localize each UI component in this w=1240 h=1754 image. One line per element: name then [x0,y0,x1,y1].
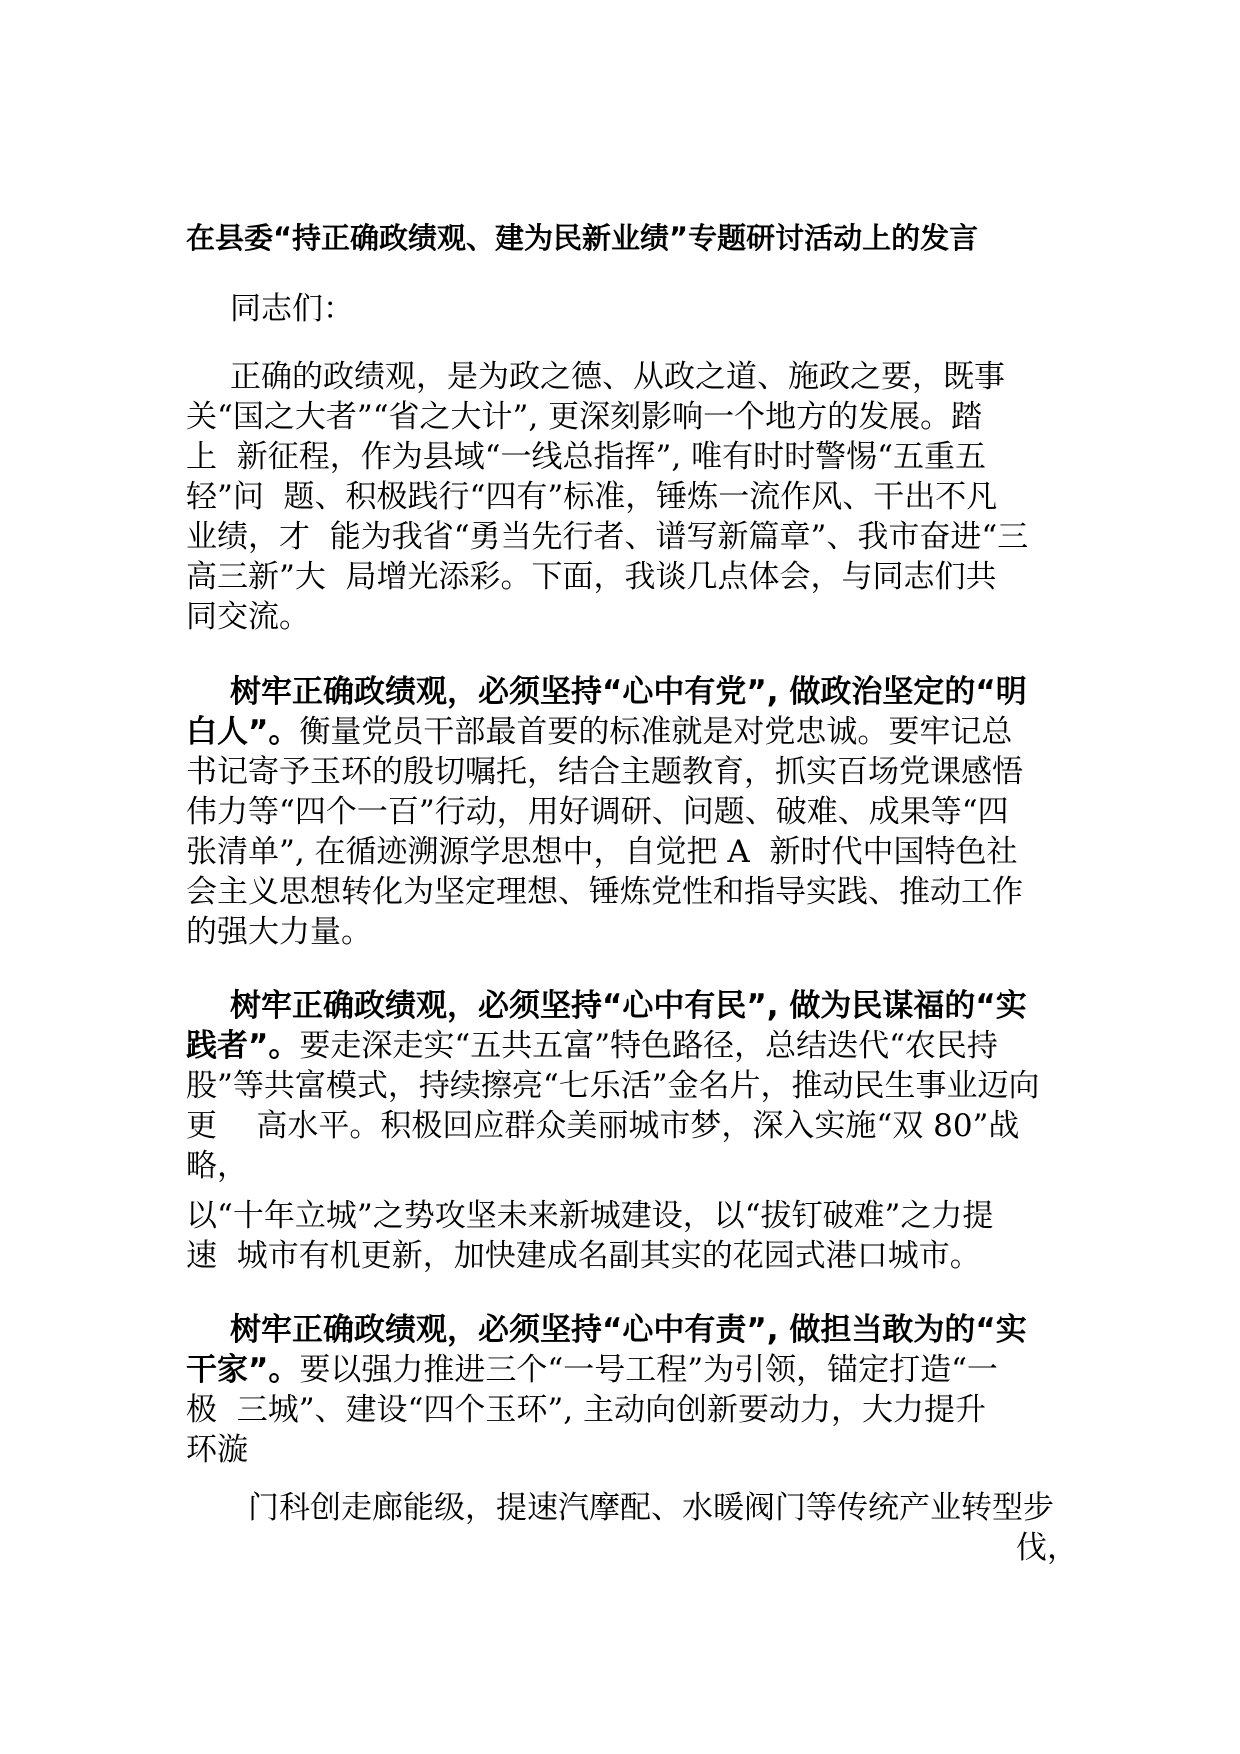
section3-line-2 [186,1350,998,1390]
section1-heading: 树牢正确政绩观，必须坚持“心中有党”, 做政治坚定的“明 [230,674,1027,710]
greeting: 同志们： [230,291,354,327]
intro-line-3: 上 新征程，作为县域“一线总指挥”, 唯有时时警惕“五重五 [186,439,986,475]
section2-line-5: 略， [186,1148,248,1184]
section1-line-2 [186,712,1012,752]
section1-heading-end: 白人”。 [186,714,300,750]
intro-line-6: 高三新”大 局增光添彩。下面，我谈几点体会，与同志们共 [186,559,997,595]
section3-text-start: 要以强力推进三个“一号工程”为引领，锚定打造“一 [299,1352,998,1388]
section2-heading: 树牢正确政绩观，必须坚持“心中有民”, 做为民谋福的“实 [230,988,1027,1024]
section2-line-3: 股”等共富模式，持续擦亮“七乐活”金名片，推动民生事业迈向 [186,1068,1040,1104]
intro-line-5: 业绩，才 能为我省“勇当先行者、谱写新篇章”、我市奋进“三 [186,519,1029,555]
section2-line-2 [186,1026,998,1066]
section1-line-7: 的强大力量。 [186,914,372,950]
section3-line-5: 门科创走廊能级，提速汽摩配、水暖阀门等传统产业转型步 [248,1490,1054,1526]
intro-line-7: 同交流。 [186,599,310,635]
section3-line-3: 极 三城”、建设“四个玉环”, 主动向创新要动力，大力提升 [186,1392,986,1428]
section1-line-4: 伟力等“四个一百”行动，用好调研、问题、破难、成果等“四 [186,794,1009,830]
section3-line-6: 伐， [1016,1530,1078,1566]
section3-heading-end: 干家”。 [186,1352,300,1388]
section2-line-6: 以“十年立城”之势攻坚未来新城建设，以“拔钉破难”之力提 [186,1198,994,1234]
section3-line-4: 环漩 [186,1432,248,1468]
section3-heading: 树牢正确政绩观，必须坚持“心中有责”, 做担当敢为的“实 [230,1312,1027,1348]
intro-line-4: 轻”问 题、积极践行“四有”标准，锤炼一流作风、干出不凡 [186,479,998,515]
section1-line-3: 书记寄予玉环的殷切嘱托，结合主题教育，抓实百场党课感悟 [186,754,1023,790]
section1-line-6: 会主义思想转化为坚定理想、锤炼党性和指导实践、推动工作 [186,874,1023,910]
section1-text-start: 衡量党员干部最首要的标准就是对党忠诚。要牢记总 [299,714,1013,750]
intro-line-1: 正确的政绩观，是为政之德、从政之道、施政之要，既事 [230,359,1005,395]
document-title: 在县委“持正确政绩观、建为民新业绩”专题研讨活动上的发言 [186,221,979,255]
section2-line-4: 更 高水平。积极回应群众美丽城市梦，深入实施“双 80”战 [186,1108,1020,1144]
intro-line-2: 关“国之大者”“省之大计”, 更深刻影响一个地方的发展。踏 [186,399,983,435]
section2-line-7: 速 城市有机更新，加快建成名副其实的花园式港口城市。 [186,1238,981,1274]
section2-heading-end: 践者”。 [186,1028,300,1064]
section2-text-start: 要走深走实“五共五富”特色路径，总结迭代“农民持 [299,1028,998,1064]
section1-line-5: 张清单”, 在循迹溯源学思想中，自觉把 A 新时代中国特色社 [186,834,1018,870]
